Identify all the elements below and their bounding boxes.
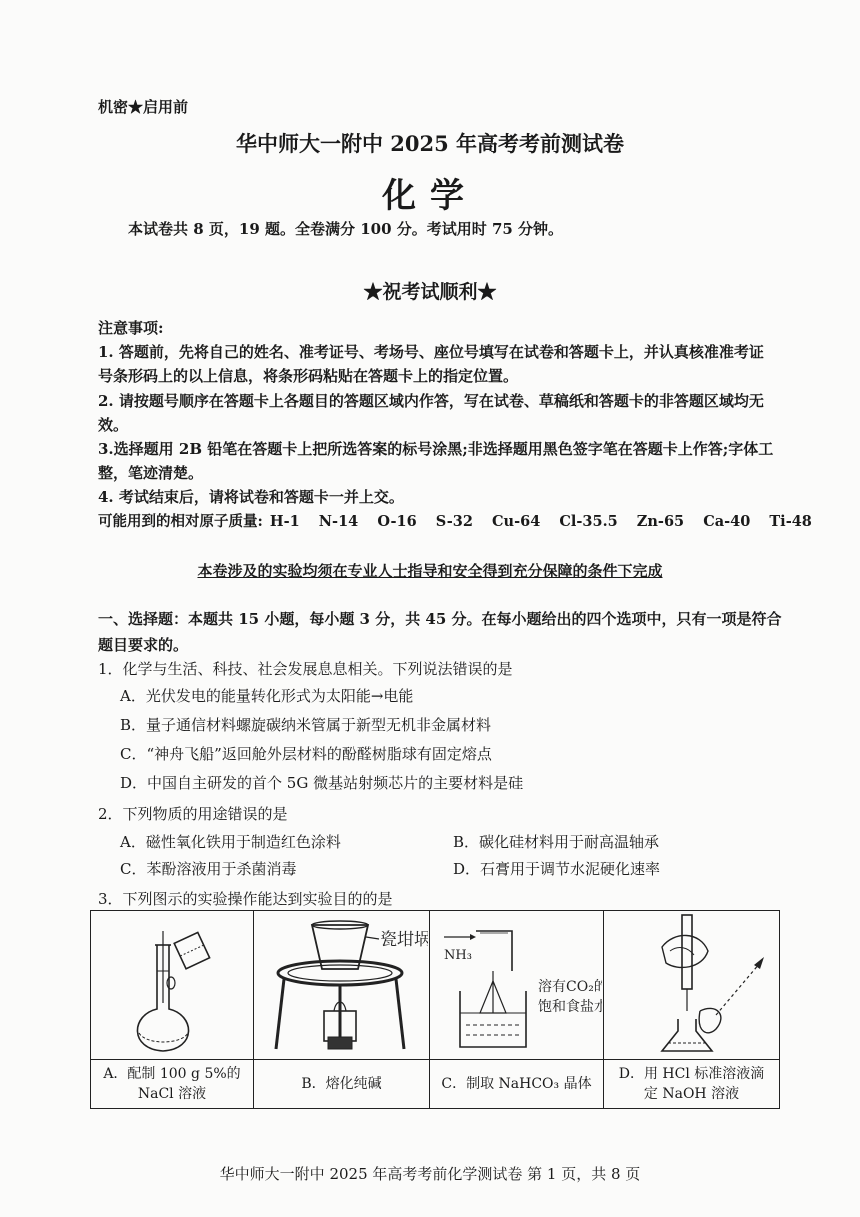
q2-option-c: C．苯酚溶液用于杀菌消毒 [120, 860, 297, 878]
caption-d [604, 1059, 779, 1108]
exam-title: 华中师大一附中 2025 年高考考前测试卷 [235, 131, 625, 156]
mass-item: Ti-48 [769, 513, 812, 530]
gas-bubbling-figure [430, 911, 602, 1057]
mass-item: S-32 [435, 513, 473, 530]
volumetric-flask-figure [91, 911, 251, 1057]
mass-item: Ca-40 [703, 513, 751, 530]
figure-cell-c [430, 911, 604, 1059]
subject-title: 化学 [382, 176, 478, 216]
mass-item: Cu-64 [492, 513, 541, 530]
caption-c [430, 1059, 604, 1108]
caption-b [254, 1059, 430, 1108]
safety-text: 本卷涉及的实验均须在专业人士指导和安全得到充分保障的条件下完成 [197, 562, 663, 580]
q1-option-b: B．量子通信材料螺旋碳纳米管属于新型无机非金属材料 [120, 716, 492, 734]
notice-item-3: 3.选择题用 2B 铅笔在答题卡上把所选答案的标号涂黑;非选择题用黑色签字笔在答题卡上作答;字体工整，笔迹清楚。 [98, 440, 774, 482]
question-3-stem: 3．下列图示的实验操作能达到实验目的的是 [98, 890, 393, 908]
question-1-stem: 1．化学与生活、科技、社会发展息息相关。下列说法错误的是 [98, 660, 513, 678]
page-footer: 华中师大一附中 2025 年高考考前化学测试卷 第 1 页，共 8 页 [219, 1165, 641, 1183]
caption-b-line-1: B．熔化纯碱 [301, 1076, 382, 1092]
q1-option-a: A．光伏发电的能量转化形式为太阳能→电能 [120, 687, 414, 705]
figure-cell-d [604, 911, 779, 1059]
titration-figure [604, 911, 777, 1057]
notice-item-2: 2. 请按题号顺序在答题卡上各题目的答题区域内作答，写在试卷、草稿纸和答题卡的非答题区域均无效。 [98, 392, 764, 434]
figure-cell-b [254, 911, 430, 1059]
solution-label-1: 溶有CO₂的 [538, 979, 602, 995]
crucible-label: 瓷坩埚 [380, 930, 428, 950]
q2-option-d: D．石膏用于调节水泥硬化速率 [453, 860, 661, 878]
atomic-masses [98, 510, 812, 531]
mass-item: Zn-65 [636, 513, 685, 530]
q2-option-a: A．磁性氧化铁用于制造红色涂料 [120, 833, 341, 851]
safety-statement [0, 560, 860, 581]
q1-option-d: D．中国自主研发的首个 5G 微基站射频芯片的主要材料是硅 [120, 774, 524, 792]
caption-a-line-1: A．配制 100 g 5%的 [103, 1066, 241, 1082]
notice-heading: 注意事项: [98, 319, 164, 337]
caption-a [91, 1059, 254, 1108]
mass-item: O-16 [377, 513, 417, 530]
notice-item-1: 1. 答题前，先将自己的姓名、准考证号、考场号、座位号填写在试卷和答题卡上，并认真核准准考证号条形码上的以上信息，将条形码粘贴在答题卡上的指定位置。 [98, 343, 764, 385]
confidential-label: 机密★启用前 [98, 98, 189, 116]
mass-item: Cl-35.5 [559, 513, 618, 530]
caption-d-line-1: D．用 HCl 标准溶液滴 [618, 1066, 765, 1082]
solution-label-2: 饱和食盐水 [538, 999, 602, 1015]
mass-item: H-1 [269, 513, 300, 530]
section-heading: 一、选择题：本题共 15 小题，每小题 3 分，共 45 分。在每小题给出的四个选项中，只有一项是符合题目要求的。 [98, 610, 782, 654]
good-luck-banner: ★祝考试顺利★ [363, 281, 497, 303]
gas-label: NH₃ [444, 948, 472, 963]
crucible-figure [254, 911, 428, 1057]
q2-option-b: B．碳化硅材料用于耐高温轴承 [453, 833, 660, 851]
q3-figure-table [90, 910, 780, 1109]
caption-a-line-2: NaCl 溶液 [137, 1086, 207, 1102]
masses-label: 可能用到的相对原子质量: [98, 513, 263, 530]
notice-item-4: 4. 考试结束后，请将试卷和答题卡一并上交。 [98, 488, 404, 506]
exam-summary: 本试卷共 8 页，19 题。全卷满分 100 分。考试用时 75 分钟。 [128, 220, 564, 238]
q1-option-c: C．“神舟飞船”返回舱外层材料的酚醛树脂球有固定熔点 [120, 745, 492, 763]
caption-d-line-2: 定 NaOH 溶液 [643, 1086, 740, 1102]
figure-cell-a [91, 911, 254, 1059]
question-2-stem: 2．下列物质的用途错误的是 [98, 805, 288, 823]
mass-item: N-14 [318, 513, 359, 530]
caption-c-line-1: C．制取 NaHCO₃ 晶体 [441, 1076, 592, 1092]
